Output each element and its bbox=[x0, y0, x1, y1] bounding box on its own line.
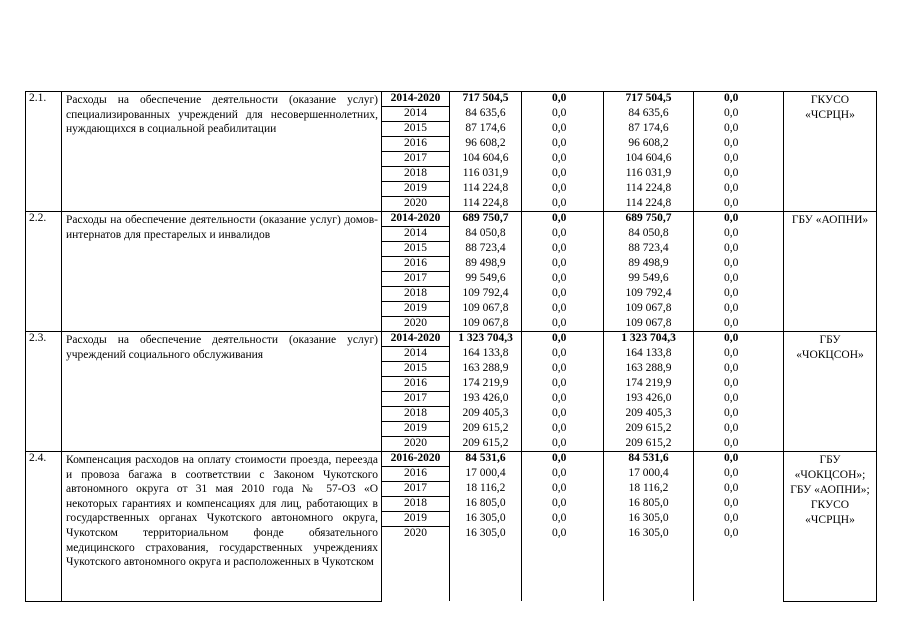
total-amount-cell: 163 288,9 bbox=[450, 362, 522, 377]
period-cell: 2019 bbox=[382, 512, 450, 527]
federal-budget-cell: 0,0 bbox=[522, 497, 604, 512]
federal-budget-cell: 0,0 bbox=[522, 392, 604, 407]
regional-budget-cell: 109 067,8 bbox=[604, 317, 694, 332]
regional-budget-cell: 99 549,6 bbox=[604, 272, 694, 287]
total-amount-cell: 16 305,0 bbox=[450, 512, 522, 527]
table-row bbox=[26, 452, 877, 467]
period-cell: 2016 bbox=[382, 257, 450, 272]
total-amount-cell: 17 000,4 bbox=[450, 467, 522, 482]
program-table-wrapper bbox=[25, 91, 876, 602]
period-cell: 2018 bbox=[382, 287, 450, 302]
period-cell: 2014 bbox=[382, 347, 450, 362]
federal-budget-cell: 0,0 bbox=[522, 302, 604, 317]
total-amount-cell: 84 531,6 bbox=[450, 452, 522, 467]
regional-budget-cell: 164 133,8 bbox=[604, 347, 694, 362]
regional-budget-cell: 717 504,5 bbox=[604, 92, 694, 107]
regional-budget-cell: 84 635,6 bbox=[604, 107, 694, 122]
executor-cell: ГКУСО «ЧСРЦН» bbox=[784, 92, 877, 212]
regional-budget-cell: 16 305,0 bbox=[604, 527, 694, 542]
period-cell: 2019 bbox=[382, 182, 450, 197]
period-cell: 2015 bbox=[382, 122, 450, 137]
activity-name: Расходы на обеспечение деятельности (оказание услуг) учреждений социального обслуживания bbox=[62, 332, 382, 452]
federal-budget-cell: 0,0 bbox=[522, 227, 604, 242]
total-amount-cell: 209 405,3 bbox=[450, 407, 522, 422]
regional-budget-cell: 84 531,6 bbox=[604, 452, 694, 467]
period-cell: 2016-2020 bbox=[382, 452, 450, 467]
period-cell: 2020 bbox=[382, 527, 450, 542]
empty-cell bbox=[382, 541, 450, 601]
extra-budget-cell: 0,0 bbox=[694, 197, 784, 212]
extra-budget-cell: 0,0 bbox=[694, 287, 784, 302]
total-amount-cell: 174 219,9 bbox=[450, 377, 522, 392]
federal-budget-cell: 0,0 bbox=[522, 242, 604, 257]
extra-budget-cell: 0,0 bbox=[694, 317, 784, 332]
regional-budget-cell: 116 031,9 bbox=[604, 167, 694, 182]
extra-budget-cell: 0,0 bbox=[694, 452, 784, 467]
extra-budget-cell: 0,0 bbox=[694, 467, 784, 482]
extra-budget-cell: 0,0 bbox=[694, 152, 784, 167]
period-cell: 2019 bbox=[382, 302, 450, 317]
activity-name: Расходы на обеспечение деятельности (оказание услуг) домов-интернатов для престарелых и инвалидов bbox=[62, 212, 382, 332]
executor-cell: ГБУ «АОПНИ» bbox=[784, 212, 877, 332]
extra-budget-cell: 0,0 bbox=[694, 347, 784, 362]
period-cell: 2014 bbox=[382, 107, 450, 122]
regional-budget-cell: 89 498,9 bbox=[604, 257, 694, 272]
empty-cell bbox=[522, 541, 604, 601]
extra-budget-cell: 0,0 bbox=[694, 107, 784, 122]
period-cell: 2015 bbox=[382, 362, 450, 377]
federal-budget-cell: 0,0 bbox=[522, 212, 604, 227]
table-row bbox=[26, 92, 877, 107]
total-amount-cell: 84 635,6 bbox=[450, 107, 522, 122]
federal-budget-cell: 0,0 bbox=[522, 317, 604, 332]
period-cell: 2014-2020 bbox=[382, 212, 450, 227]
total-amount-cell: 717 504,5 bbox=[450, 92, 522, 107]
period-cell: 2018 bbox=[382, 167, 450, 182]
extra-budget-cell: 0,0 bbox=[694, 182, 784, 197]
total-amount-cell: 193 426,0 bbox=[450, 392, 522, 407]
regional-budget-cell: 16 305,0 bbox=[604, 512, 694, 527]
federal-budget-cell: 0,0 bbox=[522, 272, 604, 287]
total-amount-cell: 84 050,8 bbox=[450, 227, 522, 242]
extra-budget-cell: 0,0 bbox=[694, 392, 784, 407]
total-amount-cell: 99 549,6 bbox=[450, 272, 522, 287]
total-amount-cell: 116 031,9 bbox=[450, 167, 522, 182]
regional-budget-cell: 174 219,9 bbox=[604, 377, 694, 392]
extra-budget-cell: 0,0 bbox=[694, 92, 784, 107]
table-row bbox=[26, 332, 877, 347]
federal-budget-cell: 0,0 bbox=[522, 452, 604, 467]
program-activities-table bbox=[25, 91, 877, 602]
regional-budget-cell: 87 174,6 bbox=[604, 122, 694, 137]
extra-budget-cell: 0,0 bbox=[694, 257, 784, 272]
executor-cell: ГБУ «ЧОКЦСОН» bbox=[784, 332, 877, 452]
activity-number: 2.1. bbox=[26, 92, 62, 212]
activity-name: Расходы на обеспечение деятельности (оказание услуг) специализированных учреждений для несовершеннолетних, нуждающихся в социальной реабилитации bbox=[62, 92, 382, 212]
period-cell: 2017 bbox=[382, 272, 450, 287]
federal-budget-cell: 0,0 bbox=[522, 137, 604, 152]
federal-budget-cell: 0,0 bbox=[522, 362, 604, 377]
extra-budget-cell: 0,0 bbox=[694, 437, 784, 452]
period-cell: 2016 bbox=[382, 467, 450, 482]
federal-budget-cell: 0,0 bbox=[522, 257, 604, 272]
regional-budget-cell: 114 224,8 bbox=[604, 182, 694, 197]
total-amount-cell: 89 498,9 bbox=[450, 257, 522, 272]
total-amount-cell: 16 805,0 bbox=[450, 497, 522, 512]
regional-budget-cell: 193 426,0 bbox=[604, 392, 694, 407]
federal-budget-cell: 0,0 bbox=[522, 152, 604, 167]
federal-budget-cell: 0,0 bbox=[522, 197, 604, 212]
extra-budget-cell: 0,0 bbox=[694, 482, 784, 497]
total-amount-cell: 109 067,8 bbox=[450, 317, 522, 332]
federal-budget-cell: 0,0 bbox=[522, 482, 604, 497]
extra-budget-cell: 0,0 bbox=[694, 377, 784, 392]
table-row bbox=[26, 212, 877, 227]
period-cell: 2014-2020 bbox=[382, 92, 450, 107]
activity-number: 2.2. bbox=[26, 212, 62, 332]
federal-budget-cell: 0,0 bbox=[522, 347, 604, 362]
extra-budget-cell: 0,0 bbox=[694, 137, 784, 152]
federal-budget-cell: 0,0 bbox=[522, 92, 604, 107]
federal-budget-cell: 0,0 bbox=[522, 407, 604, 422]
period-cell: 2018 bbox=[382, 497, 450, 512]
period-cell: 2020 bbox=[382, 317, 450, 332]
total-amount-cell: 114 224,8 bbox=[450, 197, 522, 212]
regional-budget-cell: 88 723,4 bbox=[604, 242, 694, 257]
total-amount-cell: 88 723,4 bbox=[450, 242, 522, 257]
regional-budget-cell: 689 750,7 bbox=[604, 212, 694, 227]
total-amount-cell: 209 615,2 bbox=[450, 437, 522, 452]
regional-budget-cell: 209 615,2 bbox=[604, 422, 694, 437]
empty-cell bbox=[450, 541, 522, 601]
federal-budget-cell: 0,0 bbox=[522, 377, 604, 392]
regional-budget-cell: 104 604,6 bbox=[604, 152, 694, 167]
extra-budget-cell: 0,0 bbox=[694, 497, 784, 512]
regional-budget-cell: 209 405,3 bbox=[604, 407, 694, 422]
extra-budget-cell: 0,0 bbox=[694, 272, 784, 287]
period-cell: 2016 bbox=[382, 377, 450, 392]
total-amount-cell: 164 133,8 bbox=[450, 347, 522, 362]
regional-budget-cell: 209 615,2 bbox=[604, 437, 694, 452]
federal-budget-cell: 0,0 bbox=[522, 182, 604, 197]
federal-budget-cell: 0,0 bbox=[522, 167, 604, 182]
period-cell: 2015 bbox=[382, 242, 450, 257]
extra-budget-cell: 0,0 bbox=[694, 242, 784, 257]
extra-budget-cell: 0,0 bbox=[694, 362, 784, 377]
total-amount-cell: 209 615,2 bbox=[450, 422, 522, 437]
regional-budget-cell: 163 288,9 bbox=[604, 362, 694, 377]
total-amount-cell: 109 792,4 bbox=[450, 287, 522, 302]
regional-budget-cell: 109 067,8 bbox=[604, 302, 694, 317]
regional-budget-cell: 18 116,2 bbox=[604, 482, 694, 497]
period-cell: 2017 bbox=[382, 392, 450, 407]
total-amount-cell: 104 604,6 bbox=[450, 152, 522, 167]
total-amount-cell: 96 608,2 bbox=[450, 137, 522, 152]
total-amount-cell: 109 067,8 bbox=[450, 302, 522, 317]
federal-budget-cell: 0,0 bbox=[522, 422, 604, 437]
total-amount-cell: 18 116,2 bbox=[450, 482, 522, 497]
federal-budget-cell: 0,0 bbox=[522, 107, 604, 122]
executor-cell: ГБУ «ЧОКЦСОН»; ГБУ «АОПНИ»; ГКУСО «ЧСРЦН» bbox=[784, 452, 877, 602]
table-body bbox=[26, 92, 877, 602]
total-amount-cell: 114 224,8 bbox=[450, 182, 522, 197]
activity-name: Компенсация расходов на оплату стоимости проезда, переезда и провоза багажа в соответствии с Законом Чукотского автономного округа от 31 мая 2010 года № 57-ОЗ «О некоторых гарантиях и компенсациях для лиц, работающих в государственных органах Чукотского автономного округа, Чукотском территориальном фонде обязательного медицинского страхования, государственных учреждениях Чукотского автономного округа и расположенных в Чукотском bbox=[62, 452, 382, 602]
extra-budget-cell: 0,0 bbox=[694, 422, 784, 437]
period-cell: 2016 bbox=[382, 137, 450, 152]
extra-budget-cell: 0,0 bbox=[694, 407, 784, 422]
regional-budget-cell: 84 050,8 bbox=[604, 227, 694, 242]
period-cell: 2017 bbox=[382, 482, 450, 497]
empty-cell bbox=[604, 541, 694, 601]
federal-budget-cell: 0,0 bbox=[522, 122, 604, 137]
total-amount-cell: 1 323 704,3 bbox=[450, 332, 522, 347]
extra-budget-cell: 0,0 bbox=[694, 302, 784, 317]
period-cell: 2020 bbox=[382, 197, 450, 212]
extra-budget-cell: 0,0 bbox=[694, 227, 784, 242]
extra-budget-cell: 0,0 bbox=[694, 527, 784, 542]
period-cell: 2019 bbox=[382, 422, 450, 437]
extra-budget-cell: 0,0 bbox=[694, 212, 784, 227]
regional-budget-cell: 114 224,8 bbox=[604, 197, 694, 212]
empty-cell bbox=[694, 541, 784, 601]
regional-budget-cell: 109 792,4 bbox=[604, 287, 694, 302]
federal-budget-cell: 0,0 bbox=[522, 467, 604, 482]
extra-budget-cell: 0,0 bbox=[694, 167, 784, 182]
regional-budget-cell: 96 608,2 bbox=[604, 137, 694, 152]
extra-budget-cell: 0,0 bbox=[694, 122, 784, 137]
total-amount-cell: 16 305,0 bbox=[450, 527, 522, 542]
federal-budget-cell: 0,0 bbox=[522, 437, 604, 452]
activity-number: 2.4. bbox=[26, 452, 62, 602]
period-cell: 2014-2020 bbox=[382, 332, 450, 347]
period-cell: 2017 bbox=[382, 152, 450, 167]
federal-budget-cell: 0,0 bbox=[522, 287, 604, 302]
total-amount-cell: 689 750,7 bbox=[450, 212, 522, 227]
federal-budget-cell: 0,0 bbox=[522, 332, 604, 347]
period-cell: 2014 bbox=[382, 227, 450, 242]
extra-budget-cell: 0,0 bbox=[694, 512, 784, 527]
regional-budget-cell: 1 323 704,3 bbox=[604, 332, 694, 347]
total-amount-cell: 87 174,6 bbox=[450, 122, 522, 137]
federal-budget-cell: 0,0 bbox=[522, 512, 604, 527]
period-cell: 2020 bbox=[382, 437, 450, 452]
extra-budget-cell: 0,0 bbox=[694, 332, 784, 347]
activity-number: 2.3. bbox=[26, 332, 62, 452]
period-cell: 2018 bbox=[382, 407, 450, 422]
regional-budget-cell: 17 000,4 bbox=[604, 467, 694, 482]
federal-budget-cell: 0,0 bbox=[522, 527, 604, 542]
regional-budget-cell: 16 805,0 bbox=[604, 497, 694, 512]
